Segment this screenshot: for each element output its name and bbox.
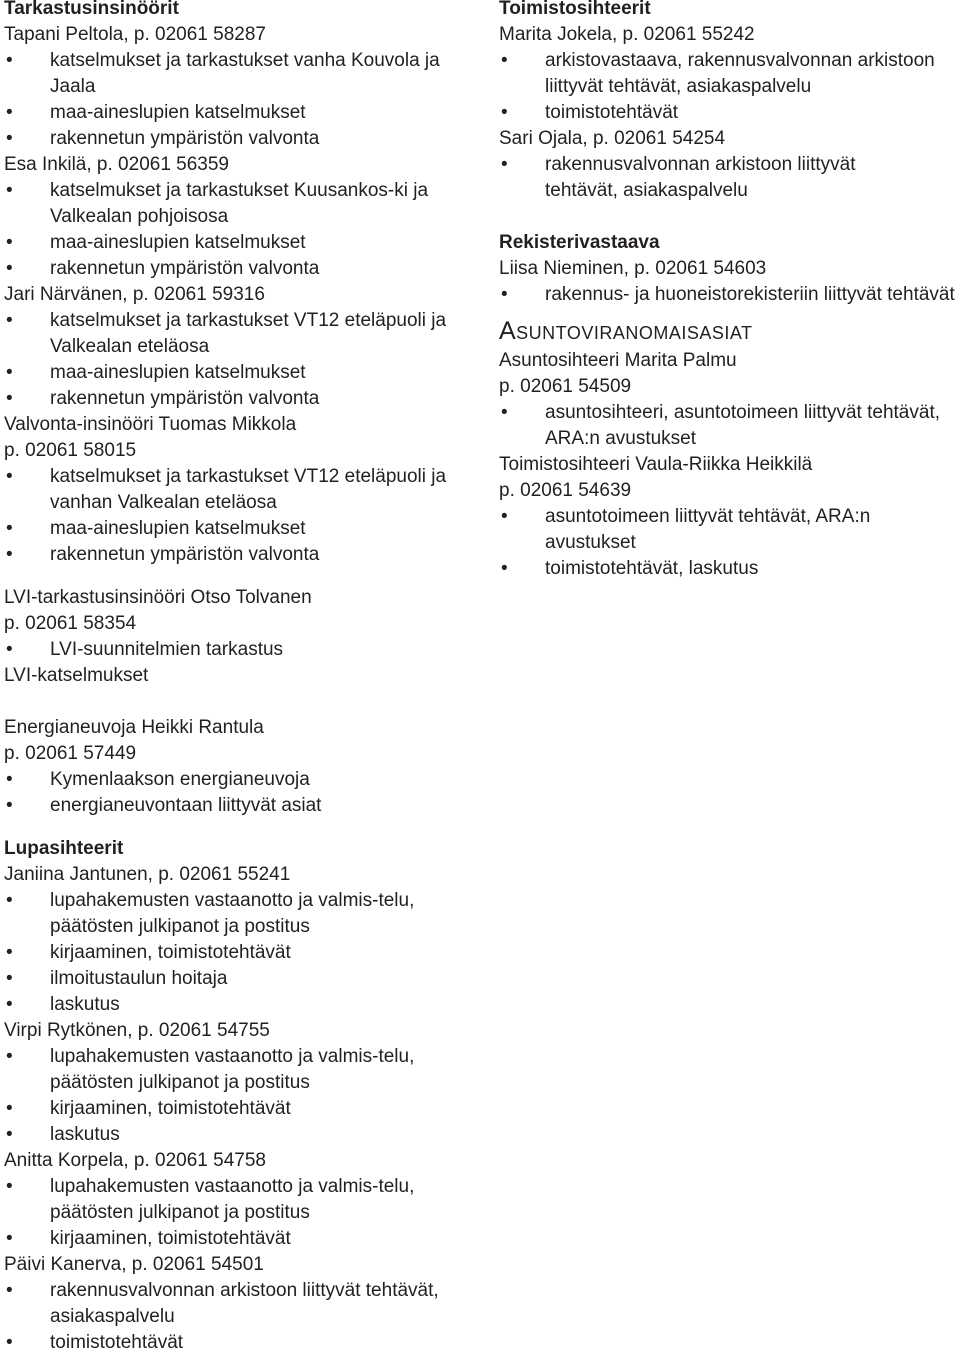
contact-name: Tapani Peltola, p. 02061 58287: [4, 24, 266, 45]
duty-item: • kirjaaminen, toimistotehtävät: [4, 940, 444, 966]
contact-peltola: [4, 22, 474, 152]
contact-name: Marita Jokela, p. 02061 55242: [499, 24, 755, 45]
heading-toimistosihteerit: Toimistosihteerit: [499, 0, 651, 19]
duty-item: • maa-aineslupien katselmukset: [4, 516, 474, 542]
duty-list: [499, 48, 960, 126]
duty-list: [4, 888, 444, 1018]
duty-item: • toimistotehtävät: [499, 100, 960, 126]
heading-asuntoviranomaisasiat: Asuntoviranomaisasiat: [499, 317, 753, 345]
duty-item: • kirjaaminen, toimistotehtävät: [4, 1096, 444, 1122]
duty-item: • rakennus- ja huoneistorekisteriin liittyvät tehtävät: [499, 282, 960, 308]
duty-list: [4, 1278, 444, 1356]
duty-list: [499, 504, 939, 582]
duty-list: [4, 637, 474, 663]
duty-item: • arkistovastaava, rakennusvalvonnan arkistoon liittyvät tehtävät, asiakaspalvelu: [499, 48, 960, 100]
left-column: [4, 0, 474, 1356]
contact-rytkonen: [4, 1018, 474, 1148]
contact-name: Päivi Kanerva, p. 02061 54501: [4, 1254, 264, 1275]
spacer: [4, 568, 474, 585]
heading-tarkastusinsinoorit: Tarkastusinsinöörit: [4, 0, 179, 19]
contact-name: Energianeuvoja Heikki Rantula: [4, 717, 264, 738]
duty-item: • lupahakemusten vastaanotto ja valmis-telu, päätösten julkipanot ja postitus: [4, 1044, 444, 1096]
right-column: [499, 0, 960, 582]
duty-list: [4, 178, 474, 282]
contact-extra: LVI-katselmukset: [4, 665, 149, 686]
duty-item: • toimistotehtävät: [4, 1330, 444, 1356]
duty-item: • rakennetun ympäristön valvonta: [4, 386, 474, 412]
contact-phone: p. 02061 58354: [4, 613, 137, 634]
contact-name: Virpi Rytkönen, p. 02061 54755: [4, 1020, 270, 1041]
contact-jantunen: [4, 862, 474, 1018]
contact-name: Asuntosihteeri Marita Palmu: [499, 350, 737, 371]
spacer: [4, 819, 474, 836]
contact-korpela: [4, 1148, 474, 1252]
duty-item: • maa-aineslupien katselmukset: [4, 100, 474, 126]
duty-item: • kirjaaminen, toimistotehtävät: [4, 1226, 444, 1252]
contact-name: Sari Ojala, p. 02061 54254: [499, 128, 726, 149]
duty-item: • asuntotoimeen liittyvät tehtävät, ARA:n avustukset: [499, 504, 939, 556]
contact-name: Liisa Nieminen, p. 02061 54603: [499, 258, 767, 279]
duty-list: [499, 282, 960, 308]
contact-phone: p. 02061 57449: [4, 743, 137, 764]
contact-rantula: [4, 715, 474, 819]
duty-item: • ilmoitustaulun hoitaja: [4, 966, 444, 992]
duty-item: • katselmukset ja tarkastukset Kuusankos-ki ja Valkealan pohjoisosa: [4, 178, 474, 230]
duty-item: • rakennusvalvonnan arkistoon liittyvät tehtävät, asiakaspalvelu: [499, 152, 929, 204]
duty-list: [4, 1044, 444, 1148]
duty-list: [4, 767, 474, 819]
spacer: [4, 689, 474, 715]
duty-list: [499, 152, 929, 204]
duty-list: [499, 400, 960, 452]
contact-kanerva: [4, 1252, 474, 1356]
duty-item: • laskutus: [4, 992, 444, 1018]
duty-item: • rakennetun ympäristön valvonta: [4, 256, 474, 282]
contact-name: Esa Inkilä, p. 02061 56359: [4, 154, 230, 175]
contact-name: Valvonta-insinööri Tuomas Mikkola: [4, 414, 297, 435]
duty-item: • katselmukset ja tarkastukset VT12 eteläpuoli ja Valkealan eteläosa: [4, 308, 474, 360]
duty-item: • LVI-suunnitelmien tarkastus: [4, 637, 474, 663]
duty-item: • energianeuvontaan liittyvät asiat: [4, 793, 474, 819]
duty-item: • asuntosihteeri, asuntotoimeen liittyvät tehtävät, ARA:n avustukset: [499, 400, 960, 452]
contact-heikkila: [499, 452, 960, 582]
contact-jokela: [499, 22, 960, 126]
contact-nieminen: [499, 256, 960, 308]
heading-lupasihteerit: Lupasihteerit: [4, 838, 124, 859]
contact-name: LVI-tarkastusinsinööri Otso Tolvanen: [4, 587, 312, 608]
contact-name: Jari Närvänen, p. 02061 59316: [4, 284, 265, 305]
duty-list: [4, 48, 474, 152]
contact-tolvanen: [4, 585, 474, 689]
spacer: [499, 204, 960, 230]
contact-phone: p. 02061 58015: [4, 440, 137, 461]
duty-item: • lupahakemusten vastaanotto ja valmis-telu, päätösten julkipanot ja postitus: [4, 888, 444, 940]
duty-list: [4, 1174, 444, 1252]
heading-rekisterivastaava: Rekisterivastaava: [499, 232, 660, 253]
contact-phone: p. 02061 54509: [499, 376, 632, 397]
duty-item: • rakennetun ympäristön valvonta: [4, 126, 474, 152]
contact-palmu: [499, 348, 960, 452]
contact-ojala: [499, 126, 960, 204]
contact-narvanen: [4, 282, 474, 412]
contact-inkila: [4, 152, 474, 282]
duty-item: • rakennetun ympäristön valvonta: [4, 542, 474, 568]
duty-item: • laskutus: [4, 1122, 444, 1148]
duty-item: • maa-aineslupien katselmukset: [4, 230, 474, 256]
contact-phone: p. 02061 54639: [499, 480, 632, 501]
contact-mikkola: [4, 412, 474, 568]
duty-list: [4, 308, 474, 412]
duty-item: • maa-aineslupien katselmukset: [4, 360, 474, 386]
duty-item: • rakennusvalvonnan arkistoon liittyvät tehtävät, asiakaspalvelu: [4, 1278, 444, 1330]
contact-name: Anitta Korpela, p. 02061 54758: [4, 1150, 266, 1171]
duty-item: • katselmukset ja tarkastukset vanha Kouvola ja Jaala: [4, 48, 474, 100]
duty-item: • lupahakemusten vastaanotto ja valmis-telu, päätösten julkipanot ja postitus: [4, 1174, 444, 1226]
contact-name: Toimistosihteeri Vaula-Riikka Heikkilä: [499, 454, 813, 475]
contact-name: Janiina Jantunen, p. 02061 55241: [4, 864, 291, 885]
duty-item: • katselmukset ja tarkastukset VT12 eteläpuoli ja vanhan Valkealan eteläosa: [4, 464, 474, 516]
duty-item: • toimistotehtävät, laskutus: [499, 556, 939, 582]
duty-item: • Kymenlaakson energianeuvoja: [4, 767, 474, 793]
duty-list: [4, 464, 474, 568]
